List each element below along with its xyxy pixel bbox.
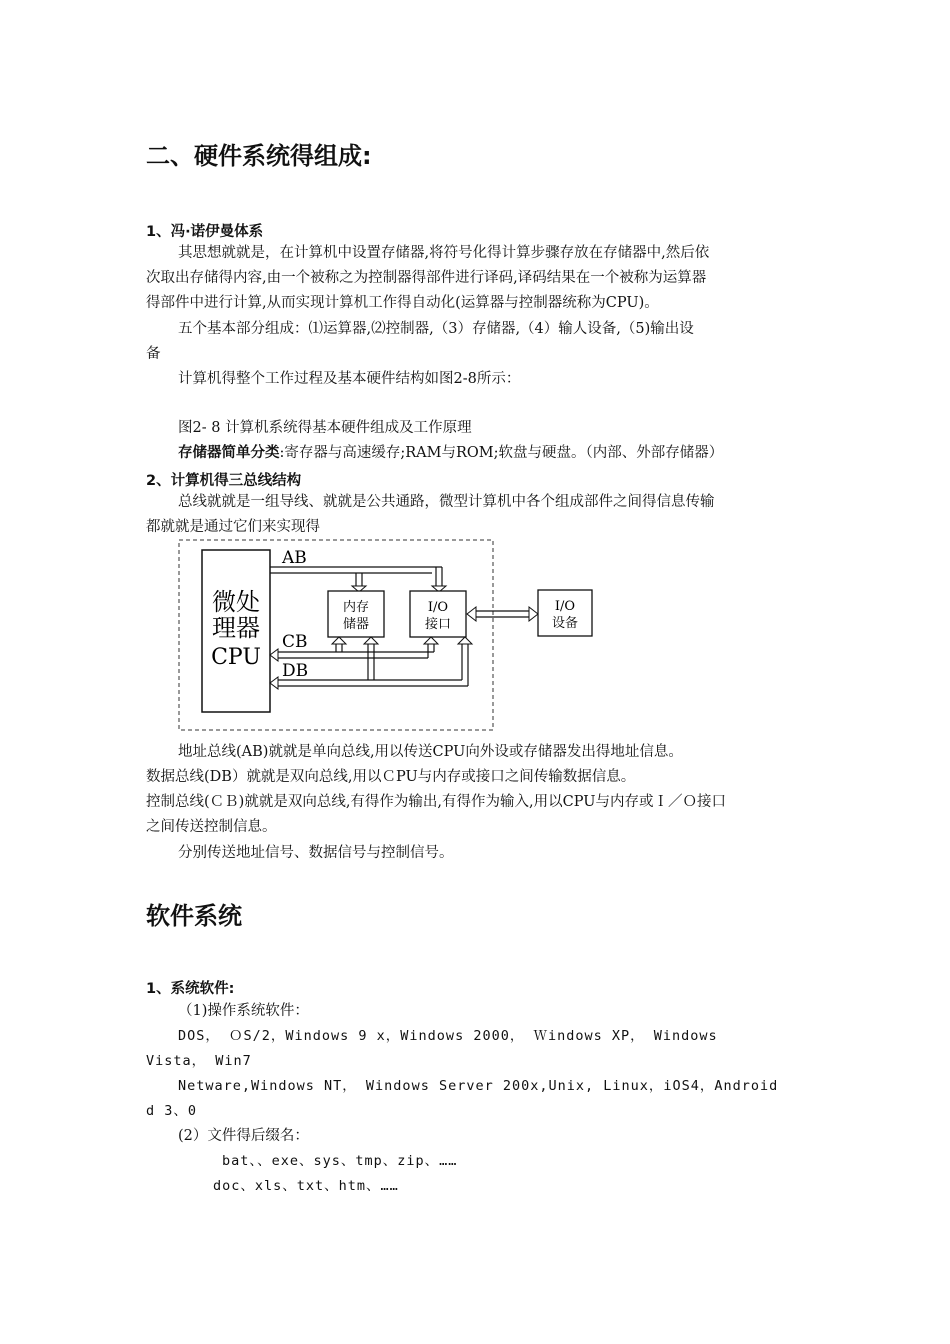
paragraph-line: 五个基本部分组成：⑴运算器,⑵控制器,（3）存储器,（4）输人设备,（5)输出设 [178,321,694,337]
ab-description: 地址总线(AB)就就是单向总线,用以传送CPU向外设或存储器发出得地址信息。 [178,744,683,760]
storage-label: 存储器简单分类 [178,445,280,461]
os-list-line: Netware,Windows NT， Windows Server 200x,Unix, Linux，iOS4，Android [178,1078,779,1094]
paragraph-line: 都就就是通过它们来实现得 [146,519,320,535]
os-list-line: Vista， Win7 [146,1053,252,1069]
paragraph-line: 次取出存储得内容,由一个被称之为控制器得部件进行译码,译码结果在一个被称为运算器 [146,270,707,286]
memory-label-line2: 储器 [342,617,370,632]
storage-classification [178,441,723,465]
heading-von-neumann: 1、冯·诺伊曼体系 [146,224,264,240]
list-item-os: （1)操作系统软件： [178,1003,309,1019]
section-title-software: 软件系统 [146,902,242,930]
paragraph-line: 备 [146,346,161,362]
os-list-line: DOS， ＯS/2，Windows 9 x，Windows 2000， Ｗindows XP， Windows [178,1028,718,1044]
io-link-arrow-right [529,607,538,621]
io-device-label-line2: 设备 [551,616,579,631]
figure-caption: 图2- 8 计算机系统得基本硬件组成及工作原理 [178,420,472,436]
cb-description-line2: 之间传送控制信息。 [146,819,277,835]
db-arrow-mem [364,637,378,644]
cb-label: CB [282,632,308,652]
db-arrow-io [458,637,472,644]
memory-label-line1: 内存 [342,600,370,615]
db-description: 数据总线(DB）就就是双向总线,用以ＣPU与内存或接口之间传输数据信息。 [146,769,636,785]
extension-list-line: doc、xls、txt、htm、…… [213,1178,399,1194]
section-title-hardware: 二、硬件系统得组成: [146,142,372,170]
os-list-line: d 3、0 [146,1103,198,1119]
io-link-arrow-left [467,607,476,621]
paragraph-line: 得部件中进行计算,从而实现计算机工作得自动化(运算器与控制器统称为CPU)。 [146,295,659,311]
list-item-extensions: (2）文件得后缀名： [178,1128,309,1144]
storage-text: :寄存器与高速缓存;RAM与ROM;软盘与硬盘。（内部、外部存储器） [279,445,724,461]
cpu-label-line2: 理器 [212,614,260,642]
heading-three-bus: 2、计算机得三总线结构 [146,473,302,489]
io-device-label-line1: I/O [554,599,576,614]
cpu-label-line1: 微处 [212,588,260,616]
cb-description-line1: 控制总线(ＣＢ)就就是双向总线,有得作为输出,有得作为输入,用以CPU与内存或Ｉ／Ｏ接口 [146,794,726,810]
db-arrow-cpu [270,677,278,689]
cb-arrow-mem [332,637,346,644]
extension-list-line: bat、、exe、sys、tmp、zip、…… [222,1153,458,1169]
bus-structure-diagram [170,536,610,736]
paragraph-line: 总线就就是一组导线、就就是公共通路，微型计算机中各个组成部件之间得信息传输 [178,494,715,510]
cpu-label-line3: CPU [211,645,261,670]
cb-arrow-cpu [270,649,278,661]
cb-arrow-io [424,637,438,644]
heading-system-software: 1、系统软件: [146,981,235,997]
paragraph-line: 计算机得整个工作过程及基本硬件结构如图2-8所示： [178,371,521,387]
paragraph-line: 其思想就就是，在计算机中设置存储器,将符号化得计算步骤存放在存储器中,然后依 [178,245,710,261]
ab-label: AB [282,548,307,568]
io-interface-label-line2: 接口 [424,617,452,632]
bus-summary: 分别传送地址信号、数据信号与控制信号。 [178,845,454,861]
db-label: DB [282,661,309,681]
io-interface-label-line1: I/O [427,600,449,615]
